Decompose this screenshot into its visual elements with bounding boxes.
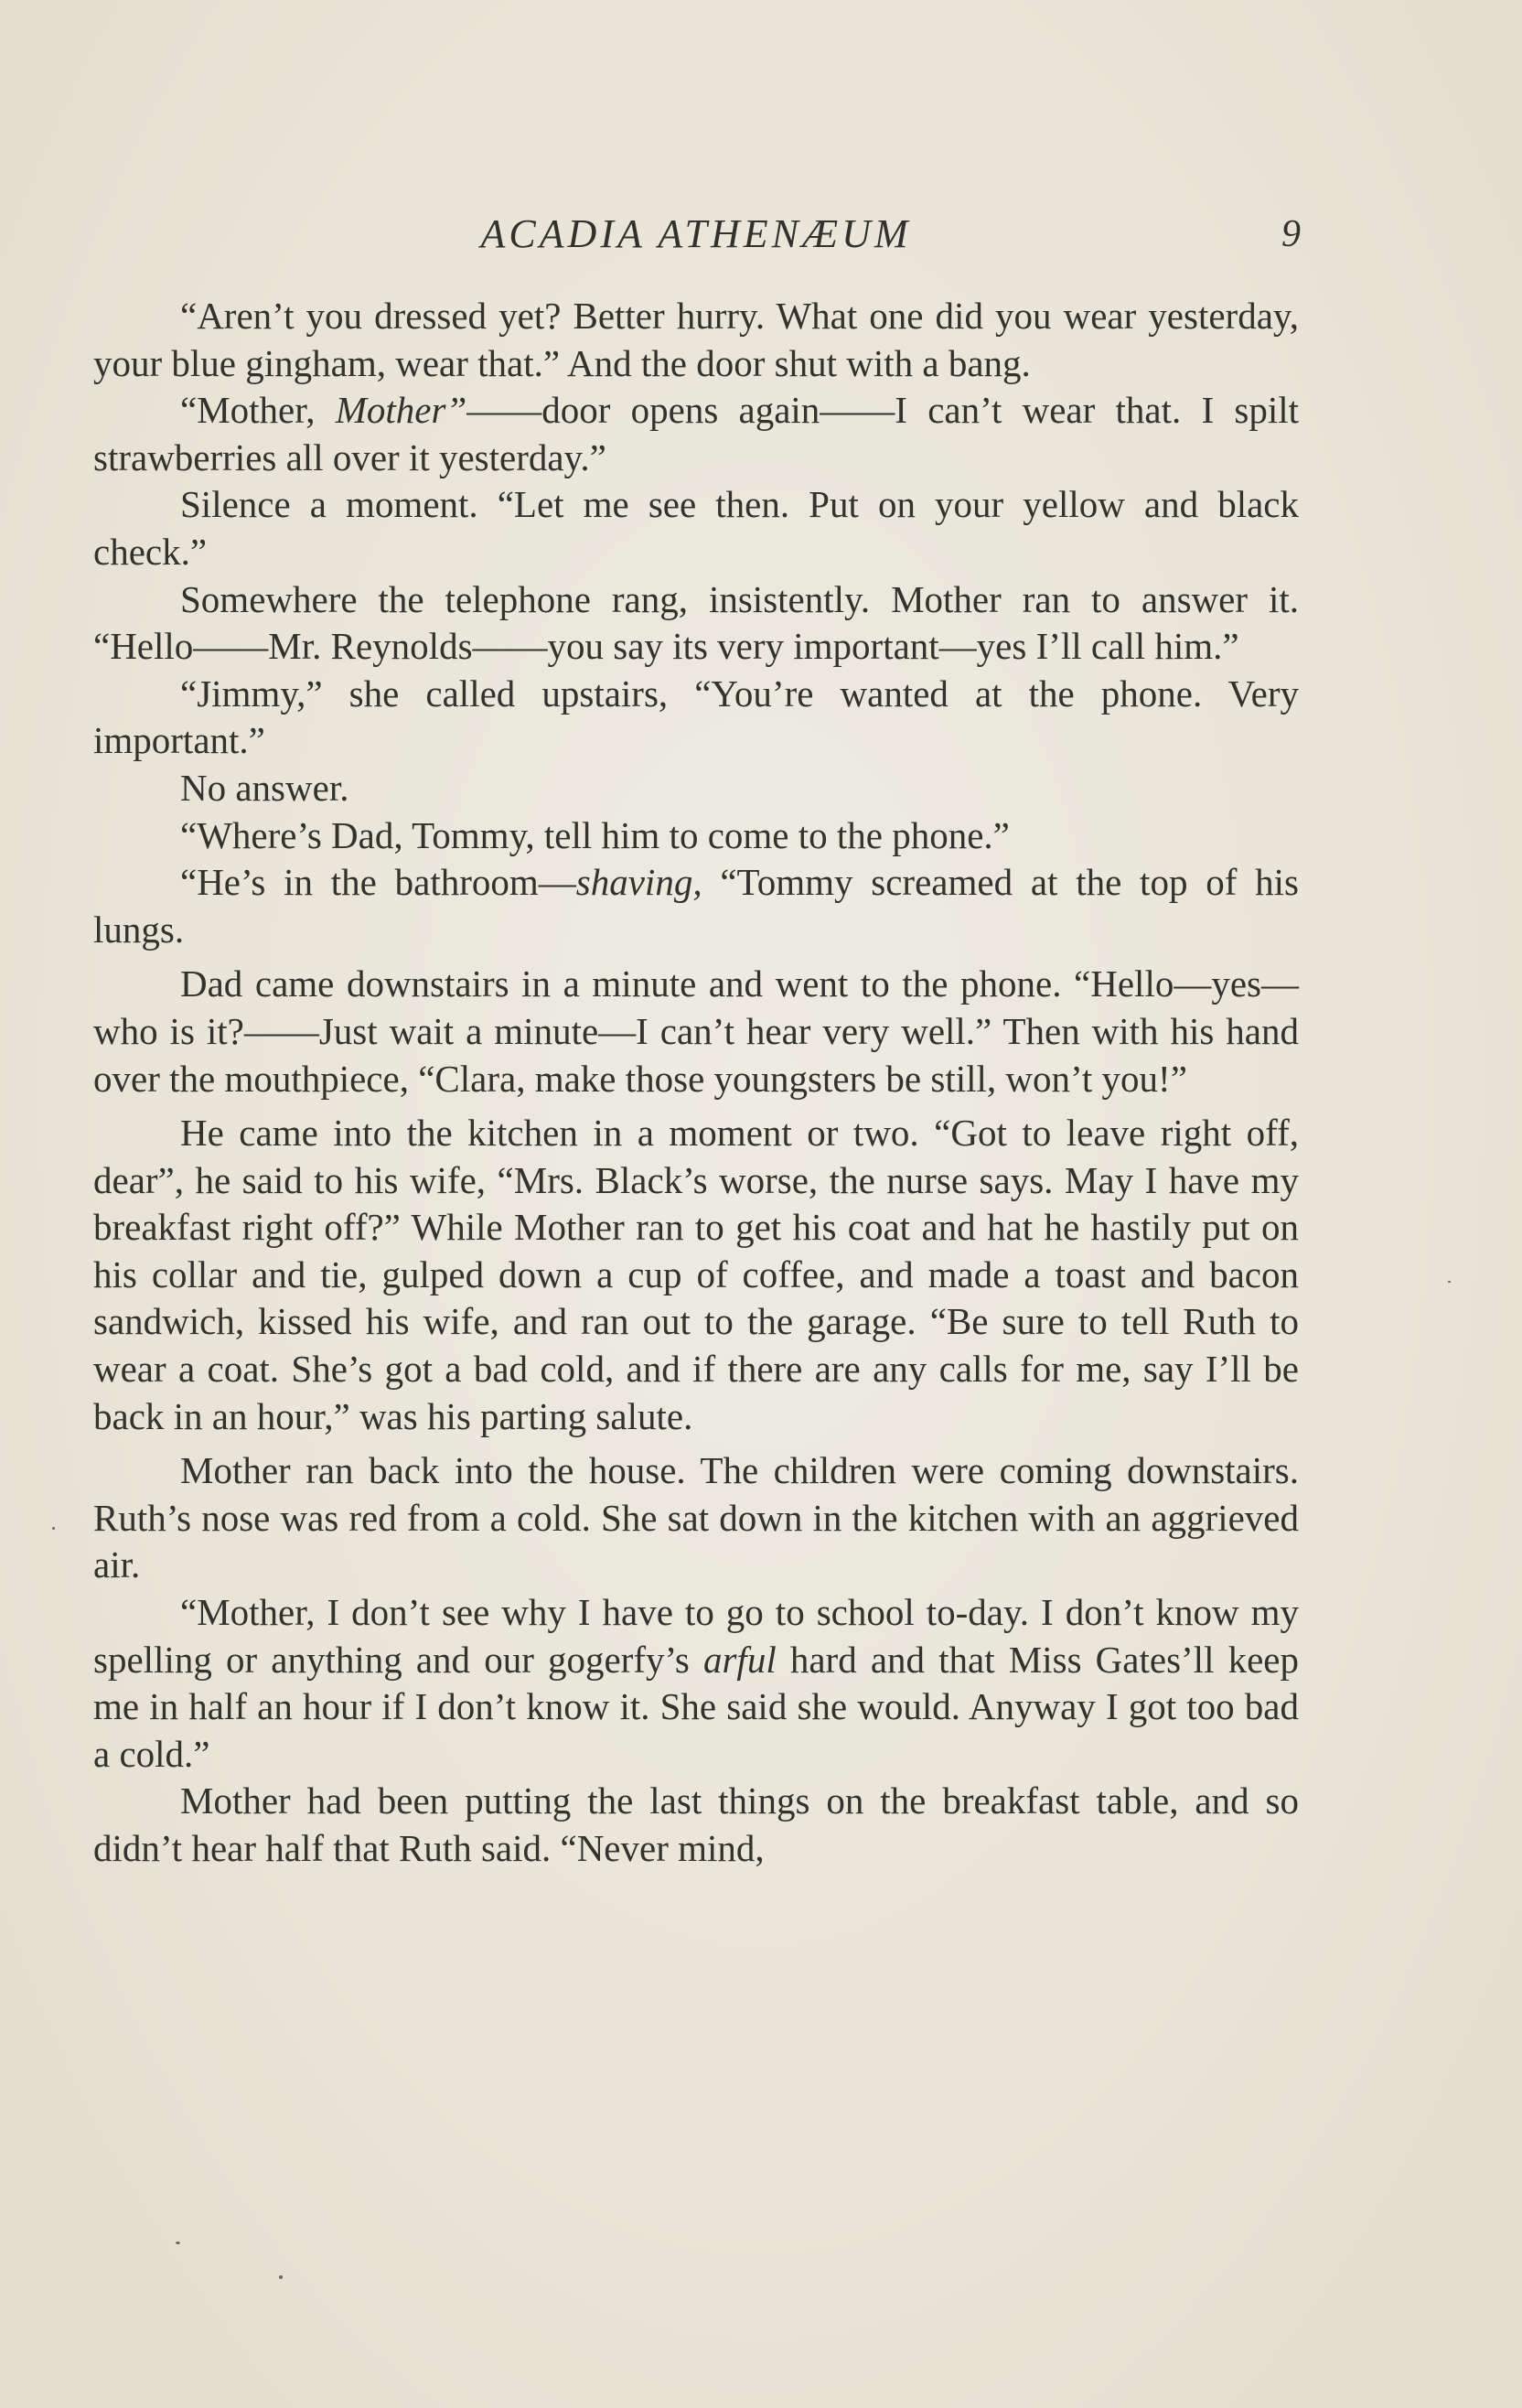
paper-speck bbox=[279, 2275, 283, 2279]
paper-speck bbox=[1448, 1281, 1451, 1283]
running-title: ACADIA ATHENÆUM bbox=[480, 211, 912, 256]
paragraph: Mother had been putting the last things on the breakfast table, and so didn’t hear half that Ruth said. “Never mind, bbox=[93, 1779, 1299, 1869]
italic-text: Mother” bbox=[335, 389, 467, 432]
paragraph: Mother ran back into the house. The children were coming downstairs. Ruth’s nose was red from a cold. She sat down in the kitchen with an aggrieved air. bbox=[93, 1449, 1299, 1586]
paragraph: “Jimmy,” she called upstairs, “You’re wanted at the phone. Very important.” bbox=[93, 672, 1299, 762]
italic-text: shaving, bbox=[575, 861, 702, 904]
paper-speck bbox=[52, 1527, 55, 1530]
paragraph-text: “Tommy screamed at the top of his lungs. bbox=[93, 861, 1299, 951]
paragraph: No answer. bbox=[180, 766, 349, 809]
paragraph bbox=[93, 1589, 1299, 1778]
page-number: 9 bbox=[1281, 213, 1301, 255]
paragraph-text: hard and that Miss Gates’ll keep me in half an hour if I don’t know it. She said she would. Anyway I got too bad a cold.” bbox=[93, 1638, 1299, 1775]
paragraph: Dad came downstairs in a minute and went to the phone. “Hello—yes—who is it?——Just wait a minute—I can’t hear very well.” Then with his hand over the mouthpiece, “Clara, make those youngsters be still, won’t you!” bbox=[93, 962, 1299, 1100]
paragraph: Silence a moment. “Let me see then. Put on your yellow and black check.” bbox=[93, 483, 1299, 573]
paper-speck bbox=[176, 2241, 180, 2244]
page-header bbox=[91, 207, 1301, 262]
paragraph: “Where’s Dad, Tommy, tell him to come to the phone.” bbox=[180, 813, 1010, 856]
paragraph-text: “He’s in the bathroom— bbox=[180, 861, 576, 904]
body-text bbox=[93, 293, 1299, 1873]
paragraph-text: “Mother, I don’t see why I have to go to school to-day. I don’t know my spelling or anything and our gogerfy’s bbox=[93, 1591, 1299, 1681]
paragraph: He came into the kitchen in a moment or two. “Got to leave right off, dear”, he said to his wife, “Mrs. Black’s worse, the nurse says. May I have my breakfast right off?” While Mother ran to get his coat and hat he hastily put on his collar and tie, gulped down a cup of coffee, and made a toast and bacon sandwich, kissed his wife, and ran out to the garage. “Be sure to tell Ruth to wear a coat. She’s got a bad cold, and if there are any calls for me, say I’ll be back in an hour,” was his parting salute. bbox=[93, 1112, 1299, 1437]
paragraph: Somewhere the telephone rang, insistently. Mother ran to answer it. “Hello——Mr. Reynolds——you say its very important—yes I’ll call him.” bbox=[93, 577, 1299, 668]
paragraph-text: “Mother, bbox=[180, 389, 336, 432]
paragraph bbox=[93, 387, 1299, 481]
paragraph: “Aren’t you dressed yet? Better hurry. What one did you wear yesterday, your blue gingham, wear that.” And the door shut with a bang. bbox=[93, 295, 1299, 384]
paragraph bbox=[93, 859, 1299, 953]
paragraph-text: ——door opens again——I can’t wear that. I spilt strawberries all over it yesterday.” bbox=[93, 389, 1299, 478]
italic-text: arful bbox=[702, 1638, 777, 1681]
